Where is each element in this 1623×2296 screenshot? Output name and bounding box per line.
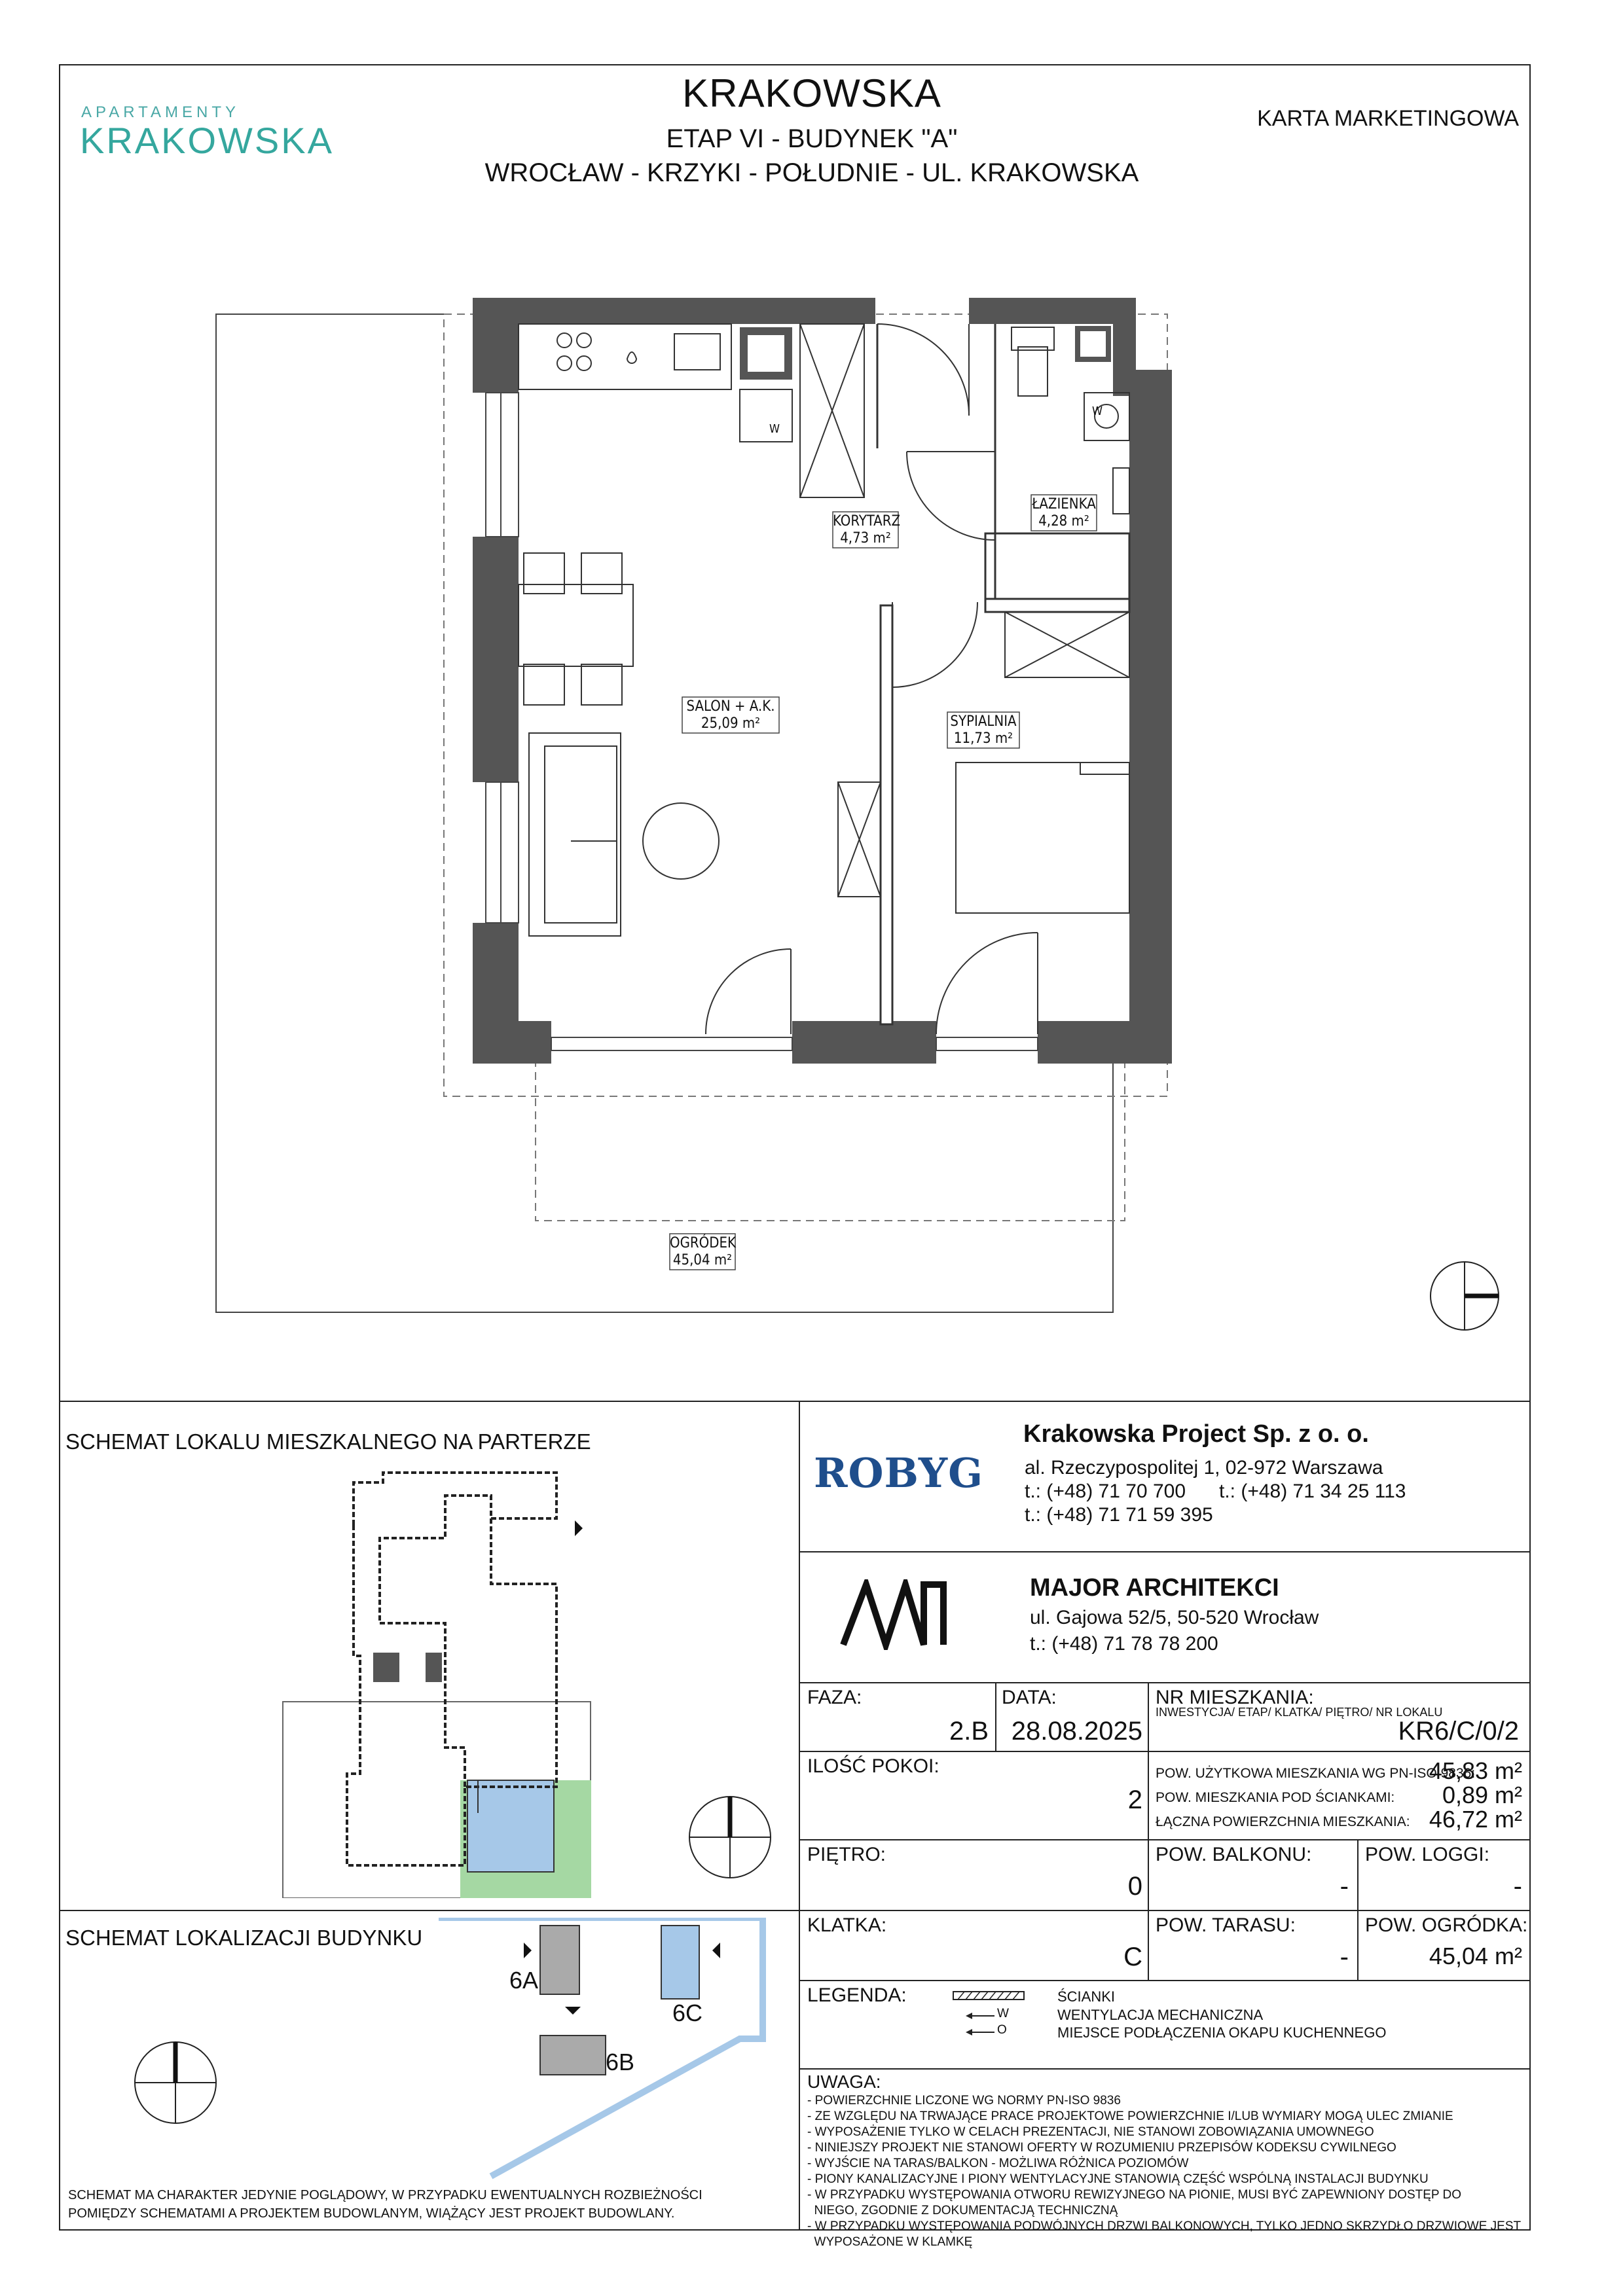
note-item: - PIONY KANALIZACYJNE I PIONY WENTYLACYJNE STANOWIĄ CZĘŚĆ WSPÓLNĄ INSTALACJI BUDYNKU xyxy=(807,2172,1429,2186)
terrace-front xyxy=(536,1047,1125,1221)
building-label-6a: 6A xyxy=(509,1967,539,1994)
note-item: - W PRZYPADKU WYSTĘPOWANIA PODWÓJNYCH DRZWI BALKONOWYCH, TYLKO JEDNO SKRZYDŁO DRZWIOWE JEST xyxy=(807,2219,1522,2233)
grid-line-4 xyxy=(799,1910,1531,1911)
klatka-value: C xyxy=(1123,1943,1142,1971)
note-item: WYPOSAŻONE W KLAMKĘ xyxy=(807,2235,973,2249)
brand-logo-main: KRAKOWSKA xyxy=(80,120,334,161)
room-area-salon: 25,09 m² xyxy=(701,715,761,732)
balkon-label: POW. BALKONU: xyxy=(1156,1844,1312,1865)
robyg-logo: ROBYG xyxy=(814,1449,984,1497)
page-subtitle-stage: ETAP VI - BUDYNEK "A" xyxy=(666,124,958,153)
column-divider xyxy=(799,1401,800,2231)
notes-list xyxy=(807,2093,1524,2250)
disclaimer: SCHEMAT MA CHARAKTER JEDYNIE POGLĄDOWY, W PRZYPADKU EWENTUALNYCH ROZBIEŻNOŚCI POMIĘDZY SCHEMATAMI A PROJEKTEM BUDOWLANYM, WIĄŻĄCY JEST PROJEKT BUDOWLANY. xyxy=(68,2188,702,2221)
nr-label: NR MIESZKANIA: xyxy=(1156,1687,1314,1708)
legend-title: LEGENDA: xyxy=(807,1984,907,2006)
pow-sc-value: 0,89 m² xyxy=(1442,1782,1522,1808)
shaft-bath-inner xyxy=(1080,331,1106,357)
developer-name: Krakowska Project Sp. z o. o. xyxy=(1023,1420,1369,1448)
shaft-kitchen-inner xyxy=(748,335,784,372)
taras-label: POW. TARASU: xyxy=(1156,1914,1296,1936)
vent-symbol-kitchen: W xyxy=(769,422,780,436)
legend-hood-icon xyxy=(966,2028,995,2037)
ogrodek-label: POW. OGRÓDKA: xyxy=(1365,1914,1528,1936)
pow-uz-value: 45,83 m² xyxy=(1429,1757,1522,1784)
room-label-lazienka: ŁAZIENKA xyxy=(1032,496,1096,512)
pokoi-value: 2 xyxy=(1127,1785,1142,1814)
nr-value: KR6/C/0/2 xyxy=(1398,1717,1519,1746)
room-area-korytarz: 4,73 m² xyxy=(840,530,891,547)
grid-line-6 xyxy=(799,2068,1531,2070)
loggia-value: - xyxy=(1513,1872,1522,1901)
legend-item-vent: WENTYLACJA MECHANICZNA xyxy=(1057,2007,1264,2023)
faza-value: 2.B xyxy=(949,1717,989,1746)
card-type: KARTA MARKETINGOWA xyxy=(1257,106,1519,131)
grid-vline-2 xyxy=(1148,1682,1149,1980)
data-label: DATA: xyxy=(1002,1687,1057,1708)
loggia-label: POW. LOGGI: xyxy=(1365,1844,1490,1865)
ogrodek-value: 45,04 m² xyxy=(1429,1943,1522,1969)
legend-wall-icon xyxy=(953,1991,1025,2000)
klatka-label: KLATKA: xyxy=(807,1914,887,1936)
grid-vline-1 xyxy=(995,1682,996,1751)
architect-name: MAJOR ARCHITEKCI xyxy=(1030,1574,1279,1602)
grid-line-1 xyxy=(799,1682,1531,1683)
room-label-sypialnia: SYPIALNIA xyxy=(950,713,1017,730)
room-area-ogrodek: 45,04 m² xyxy=(672,1252,733,1268)
compass-location-icon xyxy=(133,2040,218,2125)
balkon-value: - xyxy=(1340,1872,1349,1901)
grid-vline-3 xyxy=(1357,1839,1359,1980)
developer-phone-3: t.: (+48) 71 71 59 395 xyxy=(1025,1504,1213,1526)
compass-icon xyxy=(1429,1260,1501,1332)
nr-sub-label: INWESTYCJA/ ETAP/ KLATKA/ PIĘTRO/ NR LOKALU xyxy=(1156,1706,1443,1719)
legend-vent-symbol: W xyxy=(997,2007,1009,2020)
kitchen-vent-box xyxy=(740,389,792,442)
notes-title: UWAGA: xyxy=(807,2072,881,2092)
building-label-6b: 6B xyxy=(606,2049,635,2075)
grid-line-5 xyxy=(799,1980,1531,1981)
note-item: NIEGO, ZGODNIE Z DOKUMENTACJĄ TECHNICZNĄ xyxy=(807,2204,1118,2217)
pow-uz-label: POW. UŻYTKOWA MIESZKANIA WG PN-ISO 9836: xyxy=(1156,1766,1476,1781)
developer-address: al. Rzeczypospolitej 1, 02-972 Warszawa xyxy=(1025,1457,1383,1479)
note-item: - W PRZYPADKU WYSTĘPOWANIA OTWORU REWIZYJNEGO NA PIONIE, MUSI BYĆ ZAPEWNIONY DOSTĘP DO xyxy=(807,2188,1462,2202)
dev-arch-divider xyxy=(799,1551,1531,1552)
architect-address: ul. Gajowa 52/5, 50-520 Wrocław xyxy=(1030,1607,1319,1628)
room-label-salon: SALON + A.K. xyxy=(686,698,775,715)
pow-sc-label: POW. MIESZKANIA POD ŚCIANKAMI: xyxy=(1156,1790,1395,1805)
major-architekci-logo xyxy=(840,1579,948,1650)
pietro-label: PIĘTRO: xyxy=(807,1844,886,1865)
pokoi-label: ILOŚĆ POKOI: xyxy=(807,1755,939,1777)
developer-phone-2: t.: (+48) 71 34 25 113 xyxy=(1219,1480,1406,1502)
garden-outline xyxy=(216,314,1113,1312)
developer-phone-1: t.: (+48) 71 70 700 xyxy=(1025,1480,1186,1502)
architect-phone: t.: (+48) 71 78 78 200 xyxy=(1030,1633,1218,1655)
taras-value: - xyxy=(1340,1943,1349,1971)
faza-label: FAZA: xyxy=(807,1687,862,1708)
room-area-sypialnia: 11,73 m² xyxy=(953,730,1013,747)
room-area-lazienka: 4,28 m² xyxy=(1038,513,1089,529)
grid-line-2 xyxy=(799,1751,1531,1752)
pietro-value: 0 xyxy=(1127,1872,1142,1901)
section-divider xyxy=(59,1401,1531,1402)
room-label-korytarz: KORYTARZ xyxy=(833,513,900,529)
note-item: - ZE WZGLĘDU NA TRWAJĄCE PRACE PROJEKTOWE POWIERZCHNIE I/LUB WYMIARY MOGĄ ULEC ZMIANIE xyxy=(807,2109,1453,2123)
page-subtitle-address: WROCŁAW - KRZYKI - POŁUDNIE - UL. KRAKOWSKA xyxy=(484,158,1139,187)
walls xyxy=(473,298,1172,1064)
page-title: KRAKOWSKA xyxy=(682,71,941,115)
building-label-6c: 6C xyxy=(672,2000,703,2026)
pow-lacz-label: ŁĄCZNA POWIERZCHNIA MIESZKANIA: xyxy=(1156,1814,1410,1829)
note-item: - NINIEJSZY PROJEKT NIE STANOWI OFERTY W ROZUMIENIU PRZEPISÓW KODEKSU CYWILNEGO xyxy=(807,2141,1396,2155)
legend-vent-icon xyxy=(966,2011,995,2020)
note-item: - POWIERZCHNIE LICZONE WG NORMY PN-ISO 9836 xyxy=(807,2094,1121,2108)
legend-hood-symbol: O xyxy=(997,2023,1007,2037)
schemat-parter-title: SCHEMAT LOKALU MIESZKALNEGO NA PARTERZE xyxy=(65,1429,591,1454)
data-value: 28.08.2025 xyxy=(1011,1717,1142,1746)
legend-item-walls: ŚCIANKI xyxy=(1057,1988,1116,2005)
grid-line-3 xyxy=(799,1839,1531,1840)
brand-logo-top: APARTAMENTY xyxy=(81,103,240,121)
note-item: - WYJŚCIE NA TARAS/BALKON - MOŻLIWA RÓŻNICA POZIOMÓW xyxy=(807,2157,1189,2170)
schemat-lokalizacji-title: SCHEMAT LOKALIZACJI BUDYNKU xyxy=(65,1926,423,1950)
legend-item-hood: MIEJSCE PODŁĄCZENIA OKAPU KUCHENNEGO xyxy=(1057,2024,1387,2041)
compass-small-icon xyxy=(687,1795,773,1880)
note-item: - WYPOSAŻENIE TYLKO W CELACH PREZENTACJI, NIE STANOWI ZOBOWIĄZANIA UMOWNEGO xyxy=(807,2125,1374,2139)
schemat-divider xyxy=(59,1910,799,1911)
room-label-ogrodek: OGRÓDEK xyxy=(670,1235,736,1251)
pow-lacz-value: 46,72 m² xyxy=(1429,1806,1522,1833)
schemat-parter-diagram xyxy=(275,1460,615,1898)
vent-symbol-bath: W xyxy=(1092,404,1103,418)
